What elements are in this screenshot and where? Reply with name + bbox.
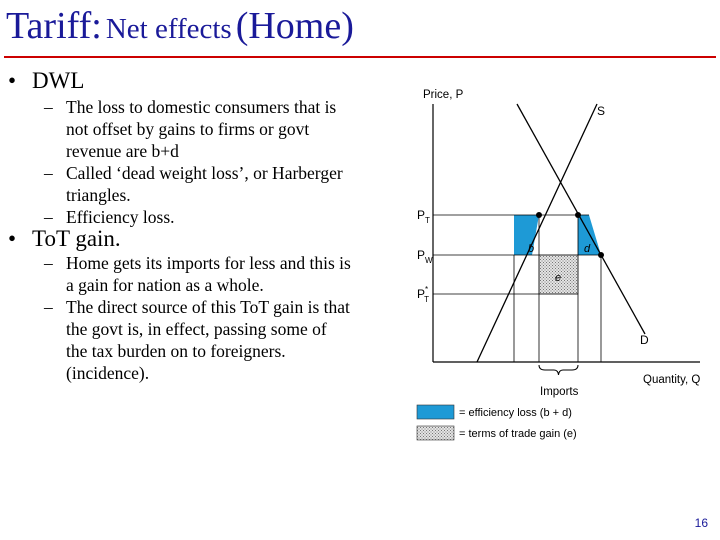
tariff-diagram bbox=[405, 82, 715, 452]
bullet-dot: • bbox=[8, 68, 17, 93]
area-e-label: e bbox=[555, 272, 562, 284]
dash: – bbox=[44, 207, 53, 227]
legend-swatch-terms-of-trade bbox=[417, 426, 454, 440]
title-underline bbox=[4, 56, 716, 58]
legend-swatch-efficiency-loss bbox=[417, 405, 454, 419]
title-tail: (Home) bbox=[235, 5, 354, 47]
dash: – bbox=[44, 253, 53, 273]
point-demand-pw bbox=[598, 252, 604, 258]
imports-label: Imports bbox=[540, 386, 579, 398]
sub-bullet-text: The direct source of this ToT gain is that the govt is, in effect, passing some of the tax burden on to foreigners. (incidence). bbox=[66, 297, 350, 383]
dash: – bbox=[44, 97, 53, 117]
dash: – bbox=[44, 163, 53, 183]
sub-bullet-text: Called ‘dead weight loss’, or Harberger triangles. bbox=[66, 163, 343, 205]
point-supply-pt bbox=[536, 212, 542, 218]
label-pw: $P_W$ bbox=[417, 248, 433, 265]
demand-label: D bbox=[640, 333, 649, 347]
area-b-label: b bbox=[528, 243, 535, 255]
label-pt: $P_T$ bbox=[417, 208, 430, 225]
legend-text-terms-of-trade: = terms of trade gain (e) bbox=[459, 428, 577, 440]
title-middle: Net effects bbox=[105, 13, 232, 45]
slide-title bbox=[6, 4, 354, 48]
legend-text-efficiency-loss: = efficiency loss (b + d) bbox=[459, 407, 572, 419]
area-b-efficiency-loss bbox=[514, 215, 539, 255]
label-pt-star: P* T bbox=[417, 285, 430, 304]
sub-bullet-text: Efficiency loss. bbox=[66, 207, 175, 227]
area-d-label: d bbox=[584, 243, 591, 255]
sub-bullet-text: The loss to domestic consumers that is not offset by gains to firms or govt revenue are b+d bbox=[66, 97, 337, 161]
page-number: 16 bbox=[694, 516, 708, 530]
y-axis-label: Price, P bbox=[423, 89, 464, 101]
dash: – bbox=[44, 297, 53, 317]
bullet-dot: • bbox=[8, 226, 17, 251]
imports-brace bbox=[539, 365, 578, 375]
sub-bullet-text: Home gets its imports for less and this is a gain for nation as a whole. bbox=[66, 253, 351, 295]
bullet-label: DWL bbox=[32, 68, 85, 93]
supply-label: S bbox=[597, 104, 606, 118]
point-demand-pt bbox=[575, 212, 581, 218]
title-main: Tariff: bbox=[6, 5, 102, 47]
x-axis-label: Quantity, Q bbox=[643, 374, 701, 386]
bullet-label: ToT gain. bbox=[32, 226, 121, 251]
